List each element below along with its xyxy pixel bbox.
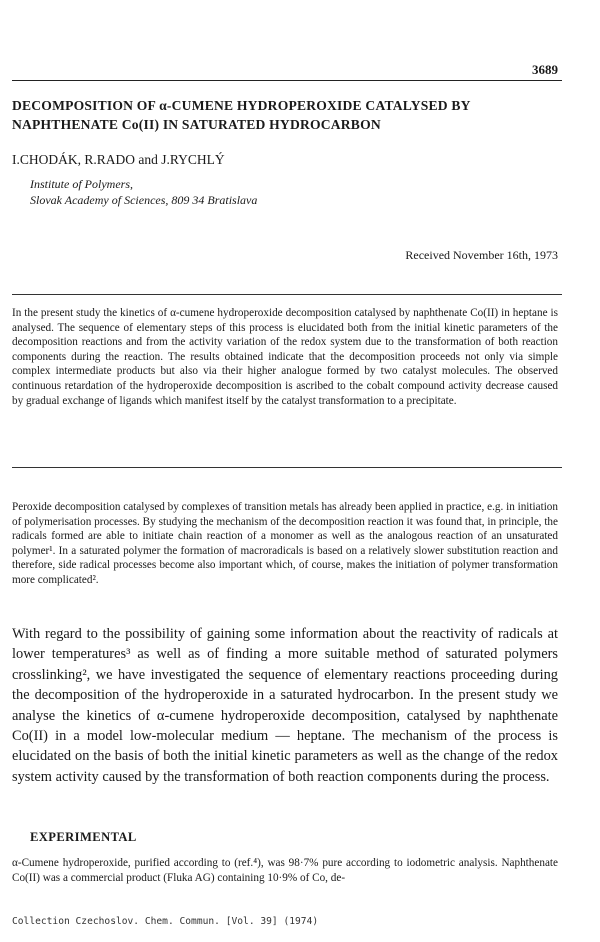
authors: I.CHODÁK, R.RADO and J.RYCHLÝ <box>12 152 225 167</box>
page-number: 3689 <box>532 62 558 77</box>
affiliation <box>30 176 257 208</box>
intro-paragraph-2: With regard to the possibility of gaining some information about the reactivity of radicals at lower temperatures³ as well as of finding a more suitable method of saturated polymers crosslinking², we have investigated the sequence of elementary reactions proceeding during the decomposition of the hydroperoxide in a saturated hydrocarbon. In the present study we analyse the kinetics of α-cumene hydroperoxide decomposition, catalysed by naphthenate Co(II) in a model low-molecular medium — heptane. The mechanism of the process is elucidated on the basis of both the initial kinetic parameters as well as the change of the redox system activity caused by the transformation of both reaction components during the process. <box>12 626 558 785</box>
abstract-rule-top <box>12 294 562 295</box>
intro-paragraph-1: Peroxide decomposition catalysed by complexes of transition metals has already been applied in practice, e.g. in initiation of polymerisation processes. By studying the mechanism of the decomposition reaction it was found that, in principle, the radicals formed are able to initiate chain reaction of a monomer as well as the analogous reaction of an unsaturated polymer¹. In a saturated polymer the formation of macroradicals is based on a relatively slower substitution reaction and therefore, side radical processes become also important which, of course, makes the initiation of polymer transformation more complicated². <box>12 501 558 586</box>
section-heading: EXPERIMENTAL <box>30 830 137 844</box>
abstract: In the present study the kinetics of α-cumene hydroperoxide decomposition catalysed by naphthenate Co(II) in heptane is analysed. The sequence of elementary steps of this process is elucidated both from the initial kinetic parameters of the decomposition reactions and from the activity variation of the redox system due to the transformation of both reaction components during the reaction. The results obtained indicate that the decomposition proceeds not only via simple complex intermediate products but also via their higher analogue formed by two catalyst molecules. The observed continuous retardation of the hydroperoxide decomposition is ascribed to the cobalt compound activity decrease caused by gradual exchange of ligands which manifest itself by the catalyst transformation to a precipitate. <box>12 307 558 407</box>
abstract-rule-bottom <box>12 467 562 468</box>
article-title: DECOMPOSITION OF α-CUMENE HYDROPEROXIDE CATALYSED BY NAPHTHENATE Co(II) IN SATURATED HYDROCARBON <box>12 98 471 132</box>
footer-citation: Collection Czechoslov. Chem. Commun. [Vol. 39] (1974) <box>12 916 319 927</box>
affiliation-line1: Institute of Polymers, <box>30 177 133 191</box>
received-date: Received November 16th, 1973 <box>405 248 558 262</box>
experimental-text: α-Cumene hydroperoxide, purified according to (ref.⁴), was 98·7% pure according to iodometric analysis. Naphthenate Co(II) was a commercial product (Fluka AG) containing 10·9% of Co, de- <box>12 857 558 884</box>
affiliation-line2: Slovak Academy of Sciences, 809 34 Bratislava <box>30 193 258 207</box>
header-rule <box>12 80 562 81</box>
